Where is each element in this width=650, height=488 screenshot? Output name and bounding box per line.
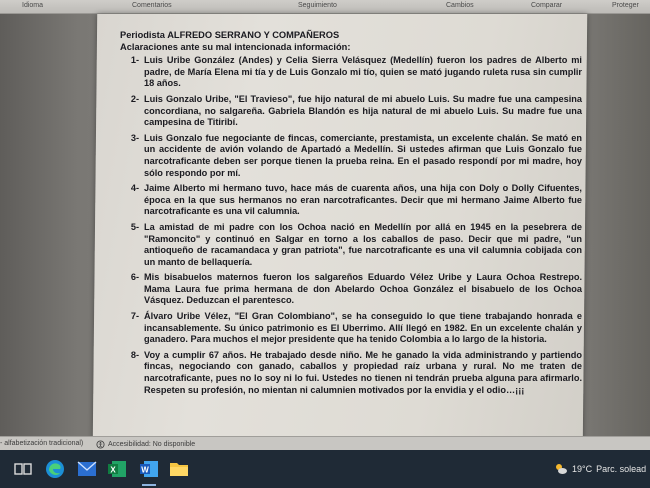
document-subtitle: Aclaraciones ante su mal intencionada información:	[120, 41, 351, 52]
list-item-text: Luis Gonzalo fue negociante de fincas, comerciante, prestamista, un excelente chalán. Se mató en un accidente de avión volando de Apartadó a Medellín. Si ustedes afirman que Luis Gonzalo fue narcotraficante deben ser porque tienen la prueba reina. En el pasado respondí por mi madre, hoy sólo respondo por mí.	[144, 132, 582, 178]
weather-icon	[554, 462, 568, 476]
status-accessibility[interactable]	[96, 440, 195, 449]
list-item-text: Luis Uribe González (Andes) y Celia Sierra Velásquez (Medellín) fueron los padres de Alberto mi padre, de María Elena mi tía y de Luis Gonzalo mi tío, quien se mató jugando ruleta rusa sin cumplir 18 años.	[144, 55, 582, 89]
list-item	[120, 272, 582, 307]
list-item-number: 4-	[130, 183, 139, 194]
status-language[interactable]: - alfabetización tradicional)	[0, 440, 84, 447]
list-item-text: Voy a cumplir 67 años. He trabajado desde niño. Me he ganado la vida administrando y partiendo fincas, negociando con ganado, caballos y propiedad raíz urbana y rural. No me traten de narcotraficante, pues no lo soy ni lo fui. Ustedes no tienen ni tendrán prueba alguna para afirmarlo. Respeten su profesión, no mientan ni calumnien motivados por la envidia y el odio…¡¡¡	[144, 349, 582, 395]
list-item-number: 1-	[130, 55, 139, 66]
ribbon-bar	[0, 0, 650, 14]
list-item-text: Mis bisabuelos maternos fueron los salgareños Eduardo Vélez Uribe y Laura Ochoa Restrepo. Mama Laura fue prima hermana de don Abelardo Ochoa González el bisabuelo de los Ochoa Vásquez. Deduzcan el parentesco.	[144, 272, 582, 306]
ribbon-group-comentarios[interactable]: Comentarios	[132, 2, 172, 9]
list-item	[120, 311, 582, 346]
list-item-number: 2-	[130, 93, 139, 104]
ribbon-group-proteger[interactable]: Proteger	[612, 2, 639, 9]
list-item-number: 5-	[130, 221, 139, 232]
list-item-number: 8-	[130, 349, 139, 360]
status-accessibility-label: Accesibilidad: No disponible	[108, 441, 196, 448]
edge-icon[interactable]	[44, 458, 66, 480]
list-item-text: Álvaro Uribe Vélez, "El Gran Colombiano", se ha conseguido lo que tiene trabajando honrada e incansablemente. Su único patrimonio es El Uberrimo. Allí llegó en 1982. En un excelente chalán y ganadero. Para muchos el mejor presidente que ha tenido Colombia a lo largo de la historia.	[144, 311, 582, 345]
list-item	[120, 350, 582, 396]
ribbon-group-cambios[interactable]: Cambios	[446, 2, 474, 9]
list-item-number: 6-	[130, 272, 139, 283]
document-body[interactable]	[120, 30, 582, 400]
numbered-list	[120, 55, 582, 396]
list-item-text: Luis Gonzalo Uribe, "El Travieso", fue hijo natural de mi abuelo Luis. Su madre fue una campesina concordiana, no salgareña. Gabriela Blandón es hija natural de mi abuelo Luis. Su madre fue una campesina de Titiribí.	[144, 93, 582, 128]
status-bar	[0, 436, 650, 450]
ribbon-group-seguimiento[interactable]: Seguimiento	[298, 2, 337, 9]
svg-text:X: X	[110, 465, 116, 475]
windows-taskbar	[0, 450, 650, 488]
list-item	[120, 183, 582, 218]
list-item-text: Jaime Alberto mi hermano tuvo, hace más de cuarenta años, una hija con Doly o Dolly Cifuentes, época en la que sus hermanos no eran narcotraficantes. Decir que mi hermano Jaime Alberto fue narcotraficante es una vil calumnia.	[144, 183, 582, 217]
ribbon-group-idioma[interactable]: Idioma	[22, 2, 44, 9]
mail-icon[interactable]	[76, 458, 98, 480]
list-item	[120, 94, 582, 129]
word-active-indicator	[142, 484, 156, 486]
file-explorer-icon[interactable]	[168, 458, 190, 480]
task-view-icon[interactable]	[12, 458, 34, 480]
list-item-number: 3-	[130, 132, 139, 143]
list-item-text: La amistad de mi padre con los Ochoa nació en Medellín por allá en 1945 en la pesebrera de "Ramoncito" y continuó en Salgar en torno a los caballos de paso. Decir que mi padre, "un antioqueño de racamandaca y gran patriota", fue narcotraficante es una vil calumnia cobijada con un manto de bellaquería.	[144, 221, 582, 267]
temperature-label: 19°C	[572, 464, 593, 474]
weather-label: Parc. solead	[596, 464, 647, 474]
document-title: Periodista ALFREDO SERRANO Y COMPAÑEROS	[120, 30, 340, 40]
svg-text:W: W	[141, 465, 149, 475]
ribbon-group-comparar[interactable]: Comparar	[531, 2, 563, 9]
list-item	[120, 55, 582, 90]
accessibility-icon	[96, 440, 105, 449]
excel-icon[interactable]	[106, 458, 128, 480]
list-item-number: 7-	[130, 311, 139, 322]
list-item	[120, 133, 582, 179]
list-item	[120, 222, 582, 268]
system-tray[interactable]	[554, 462, 646, 476]
word-icon[interactable]	[138, 458, 160, 480]
